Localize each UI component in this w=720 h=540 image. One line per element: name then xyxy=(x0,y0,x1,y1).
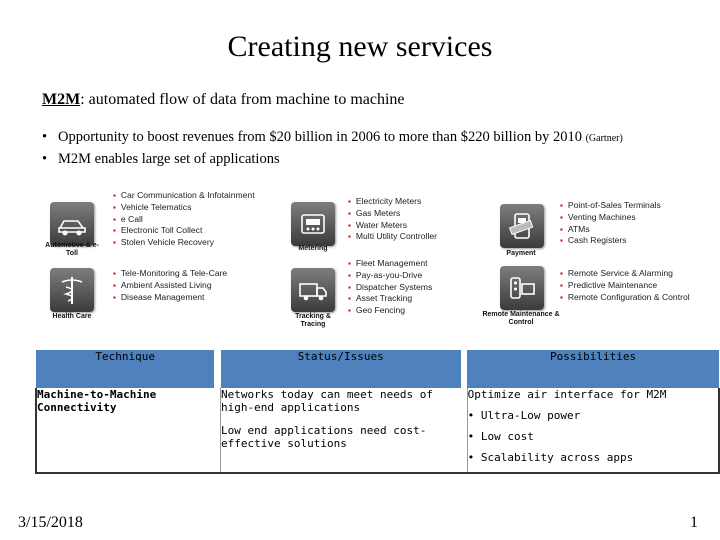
health-list xyxy=(113,268,227,303)
caduceus-icon xyxy=(50,268,94,312)
metering-list xyxy=(348,196,437,243)
table-header-row xyxy=(36,350,719,388)
possibility-line: • Scalability across apps xyxy=(467,451,634,464)
application-overview xyxy=(40,190,720,330)
header-technique: Technique xyxy=(36,350,214,388)
health-caption: Health Care xyxy=(52,313,92,320)
list-item: ▪ Disease Management xyxy=(113,292,227,304)
bullet-item: • M2M enables large set of applications xyxy=(42,151,280,167)
list-item: ▪ Gas Meters xyxy=(348,208,437,220)
list-item: ▪ Stolen Vehicle Recovery xyxy=(113,237,255,249)
subtitle xyxy=(42,91,405,109)
list-item: ▪ Car Communication & Infotainment xyxy=(113,190,255,202)
list-item: ▪ Remote Configuration & Control xyxy=(560,292,690,304)
bullet-text: M2M enables large set of applications xyxy=(58,151,280,167)
possibility-line: • Low cost xyxy=(467,430,534,443)
list-item: ▪ Electronic Toll Collect xyxy=(113,225,255,237)
table-row xyxy=(36,388,719,473)
list-item: ▪ Water Meters xyxy=(348,220,437,232)
list-item: ▪ Geo Fencing xyxy=(348,305,432,317)
slide-title: Creating new services xyxy=(227,30,493,63)
list-item: ▪ Cash Registers xyxy=(560,235,661,247)
list-item: ▪ Fleet Management xyxy=(348,258,432,270)
bullet-list xyxy=(42,127,623,169)
cell-possibilities xyxy=(467,388,719,473)
list-item: ▪ e Call xyxy=(113,214,255,226)
automotive-caption: Automotive & e- Toll xyxy=(45,242,99,257)
m2m-definition: : automated flow of data from machine to machine xyxy=(80,91,405,108)
list-item: ▪ Pay-as-you-Drive xyxy=(348,270,432,282)
list-item: ▪ Ambient Assisted Living xyxy=(113,280,227,292)
list-item: ▪ Vehicle Telematics xyxy=(113,202,255,214)
bullet-source: (Gartner) xyxy=(585,133,623,144)
slide-date: 3/15/2018 xyxy=(18,514,83,531)
list-item: ▪ Multi Utility Controller xyxy=(348,231,437,243)
truck-icon xyxy=(291,268,335,312)
bullet-item: • Opportunity to boost revenues from $20 billion in 2006 to more than $220 billion by 2010 (Gartner) xyxy=(42,129,623,145)
cell-status xyxy=(221,388,461,473)
automotive-list xyxy=(113,190,255,249)
car-icon xyxy=(50,202,94,246)
remote-caption: Remote Maintenance & Control xyxy=(482,311,560,326)
list-item: ▪ Dispatcher Systems xyxy=(348,282,432,294)
tracking-caption: Tracking & Tracing xyxy=(295,313,331,328)
card-terminal-icon xyxy=(500,204,544,248)
list-item: ▪ Remote Service & Alarming xyxy=(560,268,690,280)
comparison-table xyxy=(35,350,720,474)
metering-caption: Metering xyxy=(298,245,328,252)
status-line: Networks today can meet needs of high-end applications xyxy=(221,388,433,414)
bullet-text: Opportunity to boost revenues from $20 billion in 2006 to more than $220 billion by 2010 xyxy=(58,129,582,145)
page-number: 1 xyxy=(690,514,698,531)
list-item: ▪ Electricity Meters xyxy=(348,196,437,208)
header-possibilities: Possibilities xyxy=(467,350,719,388)
list-item: ▪ ATMs xyxy=(560,224,661,236)
header-status: Status/Issues xyxy=(221,350,461,388)
tracking-list xyxy=(348,258,432,317)
list-item: ▪ Venting Machines xyxy=(560,212,661,224)
list-item: ▪ Tele-Monitoring & Tele-Care xyxy=(113,268,227,280)
remote-control-icon xyxy=(500,266,544,310)
remote-list xyxy=(560,268,690,303)
cell-technique: Machine-to-Machine Connectivity xyxy=(36,388,214,473)
payment-caption: Payment xyxy=(506,250,536,257)
possibility-line: Optimize air interface for M2M xyxy=(467,388,667,401)
list-item: ▪ Point-of-Sales Terminals xyxy=(560,200,661,212)
payment-list xyxy=(560,200,661,247)
list-item: ▪ Predictive Maintenance xyxy=(560,280,690,292)
m2m-term: M2M xyxy=(42,91,81,108)
meter-icon xyxy=(291,202,335,246)
possibility-line: • Ultra-Low power xyxy=(467,409,581,422)
list-item: ▪ Asset Tracking xyxy=(348,293,432,305)
status-line: Low end applications need cost-effective solutions xyxy=(221,424,427,450)
